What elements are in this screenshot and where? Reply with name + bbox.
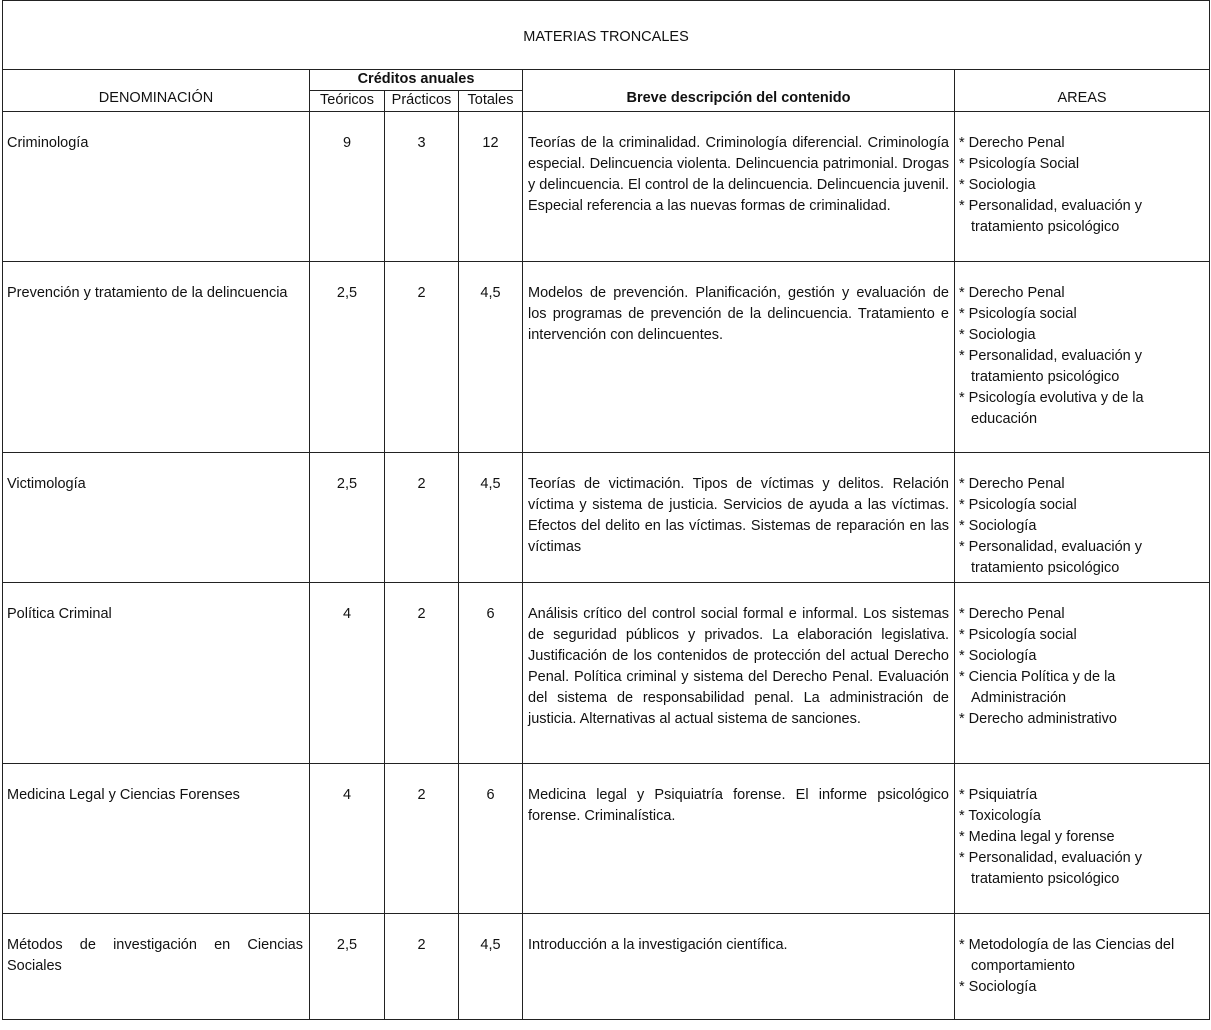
areas-header: AREAS [955, 70, 1210, 112]
totales-cell: 4,5 [459, 914, 523, 1020]
table-title: MATERIAS TRONCALES [3, 1, 1210, 70]
descripcion-cell: Medicina legal y Psiquiatría forense. El informe psicológico forense. Criminalística. [523, 764, 955, 914]
areas-list [959, 785, 1205, 890]
area-item: * Psicología social [959, 304, 1205, 325]
teoricos-cell: 4 [310, 583, 385, 764]
descripcion-cell: Teorías de victimación. Tipos de víctimas y delitos. Relación víctima y sistema de justicia. Servicios de ayuda a las víctimas. Efectos del delito en las víctimas. Sistemas de reparación en las víctimas [523, 453, 955, 583]
practicos-cell: 3 [385, 112, 459, 262]
materias-troncales-table [2, 0, 1210, 1020]
area-item: * Personalidad, evaluación y tratamiento psicológico [959, 537, 1205, 579]
areas-list [959, 474, 1205, 579]
descripcion-cell: Teorías de la criminalidad. Criminología diferencial. Criminología especial. Delincuencia violenta. Delincuencia patrimonial. Drogas y delincuencia. El control de la delincuencia. Delincuencia juvenil. Especial referencia a las nuevas formas de criminalidad. [523, 112, 955, 262]
table-row [3, 914, 1210, 1020]
area-item: * Derecho Penal [959, 604, 1205, 625]
area-item: * Sociología [959, 516, 1205, 537]
practicos-cell: 2 [385, 764, 459, 914]
denominacion-header: DENOMINACIÓN [3, 70, 310, 112]
area-item: * Personalidad, evaluación y tratamiento psicológico [959, 848, 1205, 890]
area-item: * Derecho Penal [959, 133, 1205, 154]
table-row [3, 453, 1210, 583]
header-row-1 [3, 70, 1210, 91]
area-item: * Sociologia [959, 175, 1205, 196]
totales-cell: 4,5 [459, 262, 523, 453]
area-item: * Metodología de las Ciencias del comportamiento [959, 935, 1205, 977]
areas-cell [955, 583, 1210, 764]
denominacion-cell: Política Criminal [3, 583, 310, 764]
teoricos-cell: 4 [310, 764, 385, 914]
descripcion-cell: Introducción a la investigación científica. [523, 914, 955, 1020]
practicos-header: Prácticos [385, 91, 459, 112]
area-item: * Psicología Social [959, 154, 1205, 175]
denominacion-cell: Métodos de investigación en Ciencias Sociales [3, 914, 310, 1020]
totales-cell: 6 [459, 583, 523, 764]
areas-list [959, 604, 1205, 730]
areas-list [959, 935, 1205, 998]
totales-cell: 12 [459, 112, 523, 262]
area-item: * Psicología social [959, 495, 1205, 516]
totales-cell: 6 [459, 764, 523, 914]
practicos-cell: 2 [385, 914, 459, 1020]
document-page [2, 0, 1209, 1028]
title-row [3, 1, 1210, 70]
area-item: * Derecho administrativo [959, 709, 1205, 730]
area-item: * Personalidad, evaluación y tratamiento psicológico [959, 346, 1205, 388]
creditos-anuales-header: Créditos anuales [310, 70, 523, 91]
teoricos-cell: 9 [310, 112, 385, 262]
area-item: * Ciencia Política y de la Administración [959, 667, 1205, 709]
table-row [3, 764, 1210, 914]
areas-cell [955, 764, 1210, 914]
area-item: * Psiquiatría [959, 785, 1205, 806]
teoricos-cell: 2,5 [310, 914, 385, 1020]
denominacion-cell: Prevención y tratamiento de la delincuencia [3, 262, 310, 453]
area-item: * Sociología [959, 646, 1205, 667]
areas-cell [955, 112, 1210, 262]
area-item: * Derecho Penal [959, 283, 1205, 304]
area-item: * Derecho Penal [959, 474, 1205, 495]
area-item: * Sociologia [959, 325, 1205, 346]
areas-list [959, 133, 1205, 238]
areas-list [959, 283, 1205, 430]
table-row [3, 112, 1210, 262]
area-item: * Toxicología [959, 806, 1205, 827]
areas-cell [955, 453, 1210, 583]
table-row [3, 262, 1210, 453]
area-item: * Psicología social [959, 625, 1205, 646]
denominacion-cell: Medicina Legal y Ciencias Forenses [3, 764, 310, 914]
areas-cell [955, 914, 1210, 1020]
practicos-cell: 2 [385, 453, 459, 583]
teoricos-cell: 2,5 [310, 453, 385, 583]
area-item: * Personalidad, evaluación y tratamiento psicológico [959, 196, 1205, 238]
area-item: * Psicología evolutiva y de la educación [959, 388, 1205, 430]
teoricos-header: Teóricos [310, 91, 385, 112]
descripcion-cell: Modelos de prevención. Planificación, gestión y evaluación de los programas de prevención de la delincuencia. Tratamiento e intervención con delincuentes. [523, 262, 955, 453]
practicos-cell: 2 [385, 262, 459, 453]
descripcion-cell: Análisis crítico del control social formal e informal. Los sistemas de seguridad públicos y privados. La elaboración legislativa. Justificación de los contenidos de protección del actual Derecho Penal. Política criminal y sistema del Derecho Penal. Evaluación del sistema de responsabilidad penal. La administración de justicia. Alternativas al actual sistema de sanciones. [523, 583, 955, 764]
practicos-cell: 2 [385, 583, 459, 764]
totales-cell: 4,5 [459, 453, 523, 583]
areas-cell [955, 262, 1210, 453]
denominacion-cell: Victimología [3, 453, 310, 583]
table-row [3, 583, 1210, 764]
area-item: * Medina legal y forense [959, 827, 1205, 848]
teoricos-cell: 2,5 [310, 262, 385, 453]
denominacion-cell: Criminología [3, 112, 310, 262]
totales-header: Totales [459, 91, 523, 112]
area-item: * Sociología [959, 977, 1205, 998]
descripcion-header: Breve descripción del contenido [523, 70, 955, 112]
